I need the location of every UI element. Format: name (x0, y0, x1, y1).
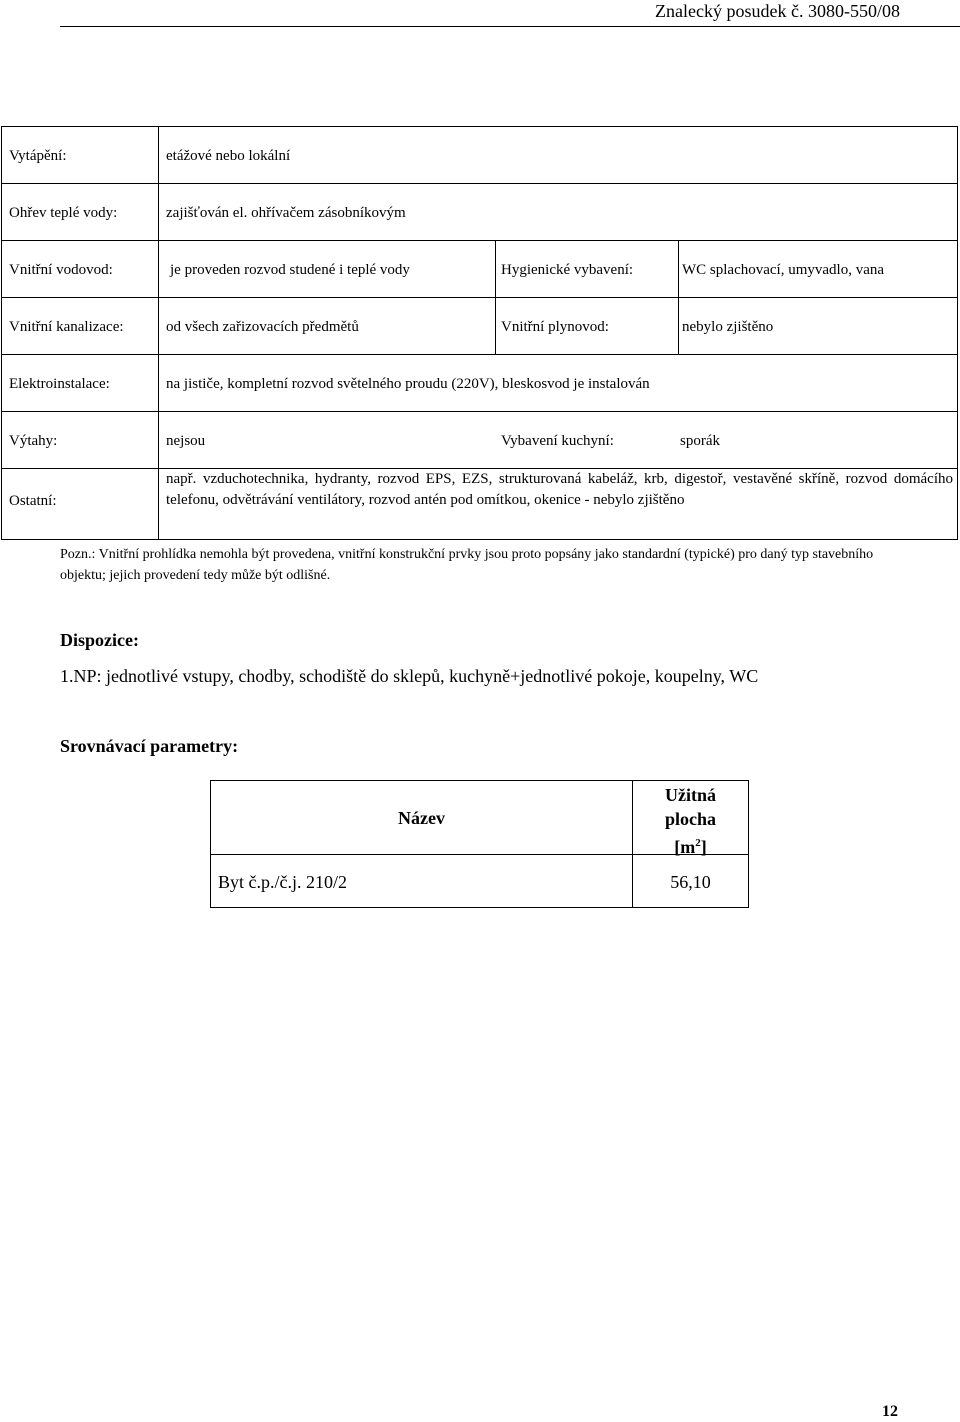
disposition-text: 1.NP: jednotlivé vstupy, chodby, schodiště do sklepů, kuchyně+jednotlivé pokoje, koupelny, WC (60, 666, 759, 686)
equipment-table (1, 126, 958, 540)
column-header-name: Název (398, 808, 445, 828)
kitchen-label: Vybavení kuchyní: (501, 433, 614, 449)
comparison-heading: Srovnávací parametry: (60, 736, 239, 756)
note-text: : Vnitřní prohlídka nemohla být provedena, vnitřní konstrukční prvky jsou proto popsány jako standardní (typické) pro daný typ stavebního objektu; jejich provedení tedy může být odlišné. (60, 547, 874, 583)
column-header-area (633, 783, 748, 859)
row-divider (2, 411, 957, 412)
electric-value: na jističe, kompletní rozvod světelného proudu (220V), bleskosvod je instalován (166, 376, 650, 392)
kitchen-value: sporák (680, 433, 720, 449)
other-value: např. vzduchotechnika, hydranty, rozvod EPS, EZS, strukturovaná kabeláž, krb, digestoř, vestavěné skříně, rozvod domácího telefonu, odvětrávání ventilátory, rozvod antén pod omítkou, okenice - nebylo zjištěno (166, 471, 953, 508)
inspection-note (60, 544, 904, 586)
row-divider (2, 354, 957, 355)
row-divider (2, 297, 957, 298)
water-supply-label: Vnitřní vodovod: (9, 262, 113, 278)
row-area-cell: 56,10 (670, 872, 711, 892)
column-header-area-line: Užitná (665, 785, 716, 805)
sewer-value: od všech zařizovacích předmětů (166, 319, 359, 335)
lifts-value: nejsou (166, 433, 206, 449)
header-divider (60, 26, 960, 27)
sewer-label: Vnitřní kanalizace: (9, 319, 124, 335)
water-supply-value: je proveden rozvod studené i teplé vody (170, 262, 410, 278)
column-header-area-unit: $[m^2]$ (674, 837, 707, 857)
row-divider (2, 183, 957, 184)
hygiene-label: Hygienické vybavení: (501, 262, 634, 278)
gas-value: nebylo zjištěno (682, 319, 774, 335)
column-divider (158, 127, 159, 539)
column-header-area-line: plocha (664, 809, 716, 829)
hot-water-value: zajišťován el. ohřívačem zásobníkovým (166, 205, 406, 221)
hygiene-value: WC splachovací, umyvadlo, vana (682, 262, 885, 278)
comparison-table (210, 780, 749, 908)
note-prefix: Pozn. (60, 547, 92, 562)
disposition-heading: Dispozice: (60, 630, 139, 650)
document-header-title: Znalecký posudek č. 3080-550/08 (655, 1, 900, 21)
other-label: Ostatní: (9, 493, 57, 509)
row-name-cell: Byt č.p./č.j. 210/2 (218, 872, 347, 892)
electric-label: Elektroinstalace: (9, 376, 110, 392)
hot-water-label: Ohřev teplé vody: (9, 205, 118, 221)
row-divider (2, 240, 957, 241)
lifts-label: Výtahy: (9, 433, 58, 449)
page-number: 12 (882, 1403, 898, 1420)
heating-value: etážové nebo lokální (166, 148, 291, 164)
gas-label: Vnitřní plynovod: (501, 319, 609, 335)
heating-label: Vytápění: (9, 148, 67, 164)
